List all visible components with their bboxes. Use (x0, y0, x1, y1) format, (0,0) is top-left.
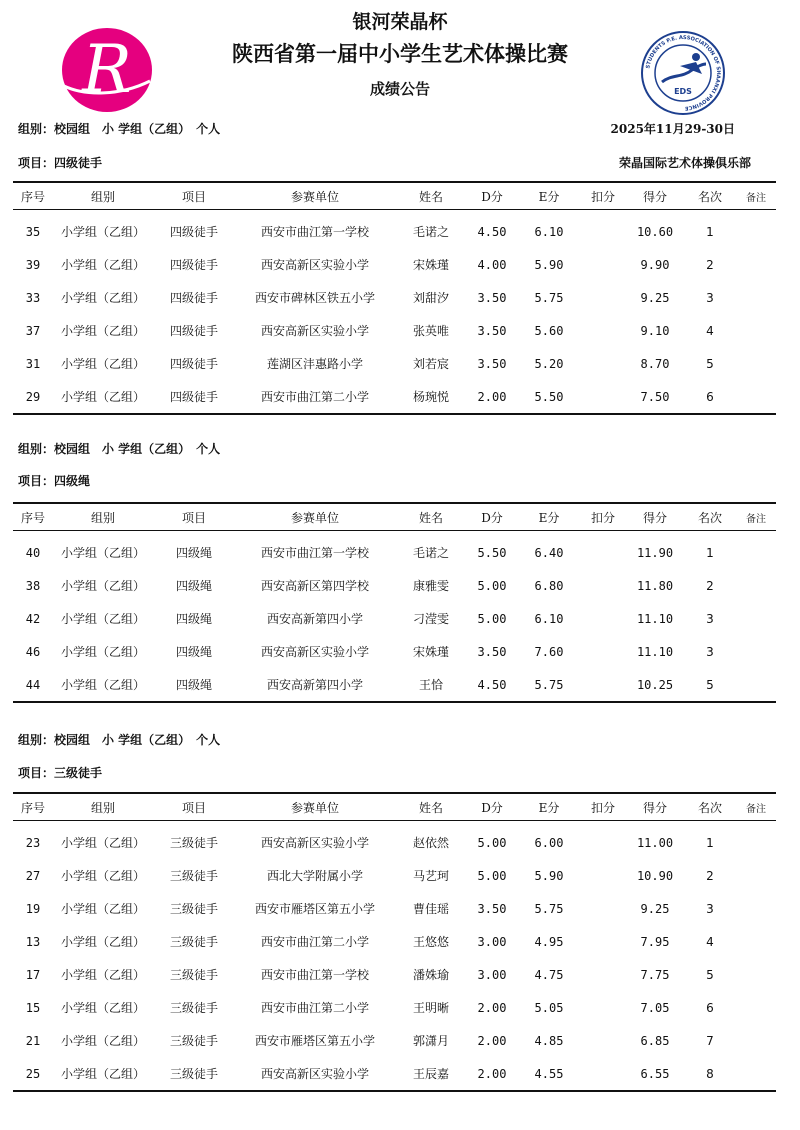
table-header-row (13, 502, 776, 531)
cell-name: 王悠悠 (412, 935, 449, 949)
cell-note (736, 314, 776, 347)
cell-name: 王辰嘉 (412, 1067, 449, 1081)
cell-seq: 15 (25, 1000, 41, 1015)
cell-penalty (583, 1024, 623, 1057)
cell-note (736, 991, 776, 1024)
cell-unit: 西安高新区实验小学 (260, 324, 369, 338)
cell-d: 2.00 (477, 1066, 507, 1081)
cell-seq: 31 (25, 356, 41, 371)
cell-e: 5.50 (534, 389, 564, 404)
cell-d: 3.50 (477, 644, 507, 659)
column-header-group: 组别 (90, 189, 115, 204)
cell-rank: 4 (706, 323, 714, 338)
cell-score: 7.05 (640, 1000, 670, 1015)
cell-name: 潘姝瑜 (412, 968, 449, 982)
cell-name: 马艺珂 (412, 869, 449, 883)
column-header-note: 备注 (746, 803, 766, 815)
cell-score: 9.25 (640, 901, 670, 916)
cell-penalty (583, 925, 623, 958)
cell-e: 4.95 (534, 934, 564, 949)
cell-unit: 西安市雁塔区第五小学 (254, 1034, 375, 1048)
cell-event: 四级绳 (175, 612, 212, 626)
cell-rank: 3 (706, 901, 714, 916)
event-label-2: 项目：四级绳 (18, 474, 91, 488)
cell-event: 三级徒手 (169, 869, 218, 883)
column-header-group: 组别 (90, 800, 115, 815)
cell-e: 5.05 (534, 1000, 564, 1015)
cell-group: 小学组（乙组） (60, 291, 145, 305)
cell-name: 王恰 (418, 678, 443, 692)
cell-d: 3.00 (477, 934, 507, 949)
cell-e: 6.10 (534, 224, 564, 239)
column-header-d: D分 (481, 800, 503, 815)
column-header-d: D分 (481, 189, 503, 204)
cell-event: 三级徒手 (169, 935, 218, 949)
column-header-unit: 参赛单位 (290, 800, 339, 815)
cell-score: 10.90 (636, 868, 674, 883)
column-header-rank: 名次 (697, 510, 722, 525)
cell-d: 4.50 (477, 224, 507, 239)
results-announcement-title: 成绩公告 (369, 80, 430, 98)
cell-unit: 西安市曲江第二小学 (260, 1001, 369, 1015)
table-row (13, 602, 776, 635)
cell-group: 小学组（乙组） (60, 645, 145, 659)
cell-note (736, 635, 776, 668)
cell-rank: 1 (706, 224, 714, 239)
cell-unit: 西安高新第四小学 (266, 678, 363, 692)
cell-seq: 46 (25, 644, 41, 659)
cell-group: 小学组（乙组） (60, 258, 145, 272)
column-header-seq: 序号 (20, 189, 45, 204)
cell-score: 8.70 (640, 356, 670, 371)
cell-group: 小学组（乙组） (60, 1067, 145, 1081)
column-header-name: 姓名 (418, 800, 443, 815)
column-header-seq: 序号 (20, 510, 45, 525)
table-row (13, 1057, 776, 1092)
cell-note (736, 892, 776, 925)
cell-note (736, 536, 776, 569)
cell-penalty (583, 569, 623, 602)
club-logo-icon (60, 26, 154, 114)
cell-rank: 1 (706, 835, 714, 850)
cell-e: 5.75 (534, 677, 564, 692)
group-label-3: 组别：校园组 小 学组（乙组） 个人 (18, 733, 221, 747)
cell-rank: 2 (706, 257, 714, 272)
cell-d: 5.50 (477, 545, 507, 560)
cell-seq: 35 (25, 224, 41, 239)
cell-event: 三级徒手 (169, 968, 218, 982)
cell-seq: 33 (25, 290, 41, 305)
cell-group: 小学组（乙组） (60, 324, 145, 338)
cell-group: 小学组（乙组） (60, 225, 145, 239)
table-row (13, 314, 776, 347)
column-header-unit: 参赛单位 (290, 189, 339, 204)
cell-unit: 西安高新区实验小学 (260, 645, 369, 659)
cell-event: 三级徒手 (169, 1001, 218, 1015)
event-label-3: 项目：三级徒手 (18, 766, 103, 780)
cell-rank: 5 (706, 677, 714, 692)
cell-rank: 3 (706, 611, 714, 626)
cell-name: 刘若宸 (412, 357, 449, 371)
cell-note (736, 668, 776, 701)
results-table-level3-freehand (13, 792, 776, 1092)
results-table-level4-rope (13, 502, 776, 703)
cell-seq: 40 (25, 545, 41, 560)
cell-d: 4.50 (477, 677, 507, 692)
column-header-group: 组别 (90, 510, 115, 525)
cell-event: 三级徒手 (169, 1067, 218, 1081)
cell-score: 11.10 (636, 611, 674, 626)
cell-name: 曹佳瑶 (412, 902, 449, 916)
column-header-score: 得分 (642, 510, 667, 525)
table-row (13, 991, 776, 1024)
cell-e: 5.60 (534, 323, 564, 338)
column-header-score: 得分 (642, 800, 667, 815)
cell-event: 四级绳 (175, 645, 212, 659)
table-row (13, 248, 776, 281)
cell-e: 5.75 (534, 901, 564, 916)
cell-note (736, 1024, 776, 1057)
cell-unit: 西安高新区第四学校 (260, 579, 369, 593)
cell-rank: 2 (706, 578, 714, 593)
cell-rank: 7 (706, 1033, 714, 1048)
cell-score: 9.25 (640, 290, 670, 305)
cell-seq: 21 (25, 1033, 41, 1048)
cell-rank: 8 (706, 1066, 714, 1081)
cell-penalty (583, 281, 623, 314)
cell-name: 毛诺之 (412, 546, 449, 560)
cell-unit: 西安市雁塔区第五小学 (254, 902, 375, 916)
cell-penalty (583, 668, 623, 701)
cell-group: 小学组（乙组） (60, 390, 145, 404)
cell-d: 3.50 (477, 323, 507, 338)
cell-e: 5.20 (534, 356, 564, 371)
cell-rank: 5 (706, 356, 714, 371)
table-header-row (13, 792, 776, 821)
cell-group: 小学组（乙组） (60, 869, 145, 883)
cell-score: 6.85 (640, 1033, 670, 1048)
cell-penalty (583, 859, 623, 892)
cell-name: 郭潇月 (412, 1034, 449, 1048)
cell-group: 小学组（乙组） (60, 902, 145, 916)
cell-group: 小学组（乙组） (60, 546, 145, 560)
cell-name: 刁滢雯 (412, 612, 449, 626)
cell-score: 7.75 (640, 967, 670, 982)
table-row (13, 859, 776, 892)
cell-d: 2.00 (477, 1000, 507, 1015)
column-header-event: 项目 (181, 510, 206, 525)
cell-event: 三级徒手 (169, 902, 218, 916)
svg-text:STUDENTS P.E. ASSOCIATION OF S: STUDENTS P.E. ASSOCIATION OF SHAANXI PROVINCE (645, 34, 722, 111)
cell-e: 7.60 (534, 644, 564, 659)
table-row (13, 892, 776, 925)
group-label-1: 组别：校园组 小 学组（乙组） 个人 (18, 122, 221, 136)
competition-title: 陕西省第一届中小学生艺术体操比赛 (232, 41, 568, 66)
cell-e: 4.75 (534, 967, 564, 982)
cell-d: 5.00 (477, 835, 507, 850)
cell-d: 3.00 (477, 967, 507, 982)
cell-e: 4.55 (534, 1066, 564, 1081)
cell-seq: 25 (25, 1066, 41, 1081)
column-header-rank: 名次 (697, 189, 722, 204)
cell-event: 四级徒手 (169, 225, 218, 239)
cell-event: 四级徒手 (169, 357, 218, 371)
cell-name: 杨琬悦 (412, 390, 449, 404)
cell-score: 9.90 (640, 257, 670, 272)
cell-unit: 西安高新区实验小学 (260, 258, 369, 272)
cell-group: 小学组（乙组） (60, 579, 145, 593)
column-header-event: 项目 (181, 189, 206, 204)
cell-group: 小学组（乙组） (60, 935, 145, 949)
column-header-score: 得分 (642, 189, 667, 204)
cell-penalty (583, 958, 623, 991)
cell-d: 2.00 (477, 1033, 507, 1048)
cell-group: 小学组（乙组） (60, 678, 145, 692)
cell-unit: 西安市曲江第二小学 (260, 935, 369, 949)
cell-name: 赵依然 (412, 836, 449, 850)
cell-group: 小学组（乙组） (60, 1001, 145, 1015)
table-row (13, 380, 776, 415)
cell-d: 3.50 (477, 901, 507, 916)
table-row (13, 958, 776, 991)
competition-date: 2025年11月29-30日 (610, 122, 735, 136)
table-row (13, 536, 776, 569)
svg-text:R: R (82, 31, 132, 108)
cell-seq: 44 (25, 677, 41, 692)
cell-note (736, 859, 776, 892)
cell-name: 毛诺之 (412, 225, 449, 239)
cell-name: 刘甜汐 (412, 291, 449, 305)
cell-e: 4.85 (534, 1033, 564, 1048)
cell-e: 6.80 (534, 578, 564, 593)
cell-penalty (583, 215, 623, 248)
cell-penalty (583, 248, 623, 281)
column-header-e: E分 (538, 510, 560, 525)
cell-score: 11.00 (636, 835, 674, 850)
column-header-name: 姓名 (418, 510, 443, 525)
cell-note (736, 380, 776, 413)
cell-score: 7.95 (640, 934, 670, 949)
table-row (13, 826, 776, 859)
cell-seq: 39 (25, 257, 41, 272)
cell-unit: 西北大学附属小学 (266, 869, 363, 883)
cell-rank: 3 (706, 290, 714, 305)
cell-penalty (583, 314, 623, 347)
cell-name: 宋姝瑾 (412, 645, 449, 659)
cell-rank: 5 (706, 967, 714, 982)
cell-name: 张英唯 (412, 324, 449, 338)
cell-e: 6.10 (534, 611, 564, 626)
cell-d: 4.00 (477, 257, 507, 272)
cell-rank: 6 (706, 1000, 714, 1015)
cell-event: 四级徒手 (169, 324, 218, 338)
cell-score: 10.60 (636, 224, 674, 239)
cell-unit: 西安高新区实验小学 (260, 836, 369, 850)
cell-e: 6.00 (534, 835, 564, 850)
cell-seq: 19 (25, 901, 41, 916)
cell-event: 三级徒手 (169, 1034, 218, 1048)
cell-d: 3.50 (477, 356, 507, 371)
cell-unit: 西安市曲江第一学校 (260, 225, 369, 239)
cell-seq: 29 (25, 389, 41, 404)
svg-text:EDS: EDS (674, 87, 692, 96)
cell-event: 四级徒手 (169, 258, 218, 272)
cell-seq: 17 (25, 967, 41, 982)
cell-d: 5.00 (477, 868, 507, 883)
cell-group: 小学组（乙组） (60, 968, 145, 982)
cell-note (736, 958, 776, 991)
cell-unit: 西安高新第四小学 (266, 612, 363, 626)
column-header-penalty: 扣分 (590, 510, 615, 525)
cell-note (736, 347, 776, 380)
cell-penalty (583, 536, 623, 569)
cell-seq: 37 (25, 323, 41, 338)
cell-note (736, 569, 776, 602)
cell-unit: 西安市曲江第一学校 (260, 968, 369, 982)
cell-penalty (583, 892, 623, 925)
cell-penalty (583, 380, 623, 413)
cell-event: 四级绳 (175, 579, 212, 593)
column-header-seq: 序号 (20, 800, 45, 815)
competition-cup-title: 银河荣晶杯 (352, 11, 448, 33)
cell-seq: 27 (25, 868, 41, 883)
cell-seq: 23 (25, 835, 41, 850)
column-header-event: 项目 (181, 800, 206, 815)
table-row (13, 635, 776, 668)
cell-rank: 3 (706, 644, 714, 659)
cell-group: 小学组（乙组） (60, 836, 145, 850)
cell-group: 小学组（乙组） (60, 357, 145, 371)
column-header-unit: 参赛单位 (290, 510, 339, 525)
cell-event: 四级绳 (175, 678, 212, 692)
cell-name: 康雅雯 (412, 579, 449, 593)
table-row (13, 347, 776, 380)
column-header-rank: 名次 (697, 800, 722, 815)
cell-score: 11.90 (636, 545, 674, 560)
cell-unit: 西安市曲江第二小学 (260, 390, 369, 404)
table-row (13, 569, 776, 602)
cell-rank: 6 (706, 389, 714, 404)
table-row (13, 1024, 776, 1057)
cell-rank: 2 (706, 868, 714, 883)
cell-note (736, 602, 776, 635)
cell-unit: 西安市曲江第一学校 (260, 546, 369, 560)
cell-d: 3.50 (477, 290, 507, 305)
cell-seq: 42 (25, 611, 41, 626)
cell-unit: 西安市碑林区铁五小学 (254, 291, 375, 305)
cell-rank: 4 (706, 934, 714, 949)
cell-penalty (583, 1057, 623, 1090)
cell-note (736, 826, 776, 859)
cell-note (736, 1057, 776, 1090)
cell-score: 7.50 (640, 389, 670, 404)
cell-score: 10.25 (636, 677, 674, 692)
column-header-e: E分 (538, 189, 560, 204)
cell-penalty (583, 635, 623, 668)
cell-unit: 莲湖区沣惠路小学 (266, 357, 363, 371)
cell-e: 5.90 (534, 868, 564, 883)
cell-seq: 38 (25, 578, 41, 593)
table-row (13, 215, 776, 248)
cell-note (736, 925, 776, 958)
results-table-level4-freehand (13, 181, 776, 415)
cell-score: 11.10 (636, 644, 674, 659)
cell-rank: 1 (706, 545, 714, 560)
cell-note (736, 281, 776, 314)
cell-penalty (583, 991, 623, 1024)
table-row (13, 668, 776, 703)
column-header-note: 备注 (746, 192, 766, 204)
cell-name: 宋姝瑾 (412, 258, 449, 272)
column-header-d: D分 (481, 510, 503, 525)
cell-name: 王明晰 (412, 1001, 449, 1015)
cell-d: 5.00 (477, 611, 507, 626)
association-logo-icon (640, 30, 726, 116)
cell-note (736, 248, 776, 281)
table-row (13, 925, 776, 958)
cell-d: 5.00 (477, 578, 507, 593)
group-label-2: 组别：校园组 小 学组（乙组） 个人 (18, 442, 221, 456)
cell-unit: 西安高新区实验小学 (260, 1067, 369, 1081)
cell-event: 四级徒手 (169, 291, 218, 305)
cell-score: 11.80 (636, 578, 674, 593)
column-header-note: 备注 (746, 513, 766, 525)
cell-score: 6.55 (640, 1066, 670, 1081)
column-header-penalty: 扣分 (590, 800, 615, 815)
table-row (13, 281, 776, 314)
cell-seq: 13 (25, 934, 41, 949)
organizer-name: 荣晶国际艺术体操俱乐部 (618, 156, 751, 170)
cell-penalty (583, 347, 623, 380)
column-header-name: 姓名 (418, 189, 443, 204)
cell-group: 小学组（乙组） (60, 612, 145, 626)
cell-penalty (583, 602, 623, 635)
column-header-penalty: 扣分 (590, 189, 615, 204)
cell-e: 5.75 (534, 290, 564, 305)
cell-penalty (583, 826, 623, 859)
cell-event: 四级绳 (175, 546, 212, 560)
column-header-e: E分 (538, 800, 560, 815)
table-header-row (13, 181, 776, 210)
cell-e: 5.90 (534, 257, 564, 272)
cell-d: 2.00 (477, 389, 507, 404)
cell-e: 6.40 (534, 545, 564, 560)
cell-event: 三级徒手 (169, 836, 218, 850)
cell-event: 四级徒手 (169, 390, 218, 404)
event-label-1: 项目：四级徒手 (18, 156, 103, 170)
cell-group: 小学组（乙组） (60, 1034, 145, 1048)
cell-score: 9.10 (640, 323, 670, 338)
cell-note (736, 215, 776, 248)
